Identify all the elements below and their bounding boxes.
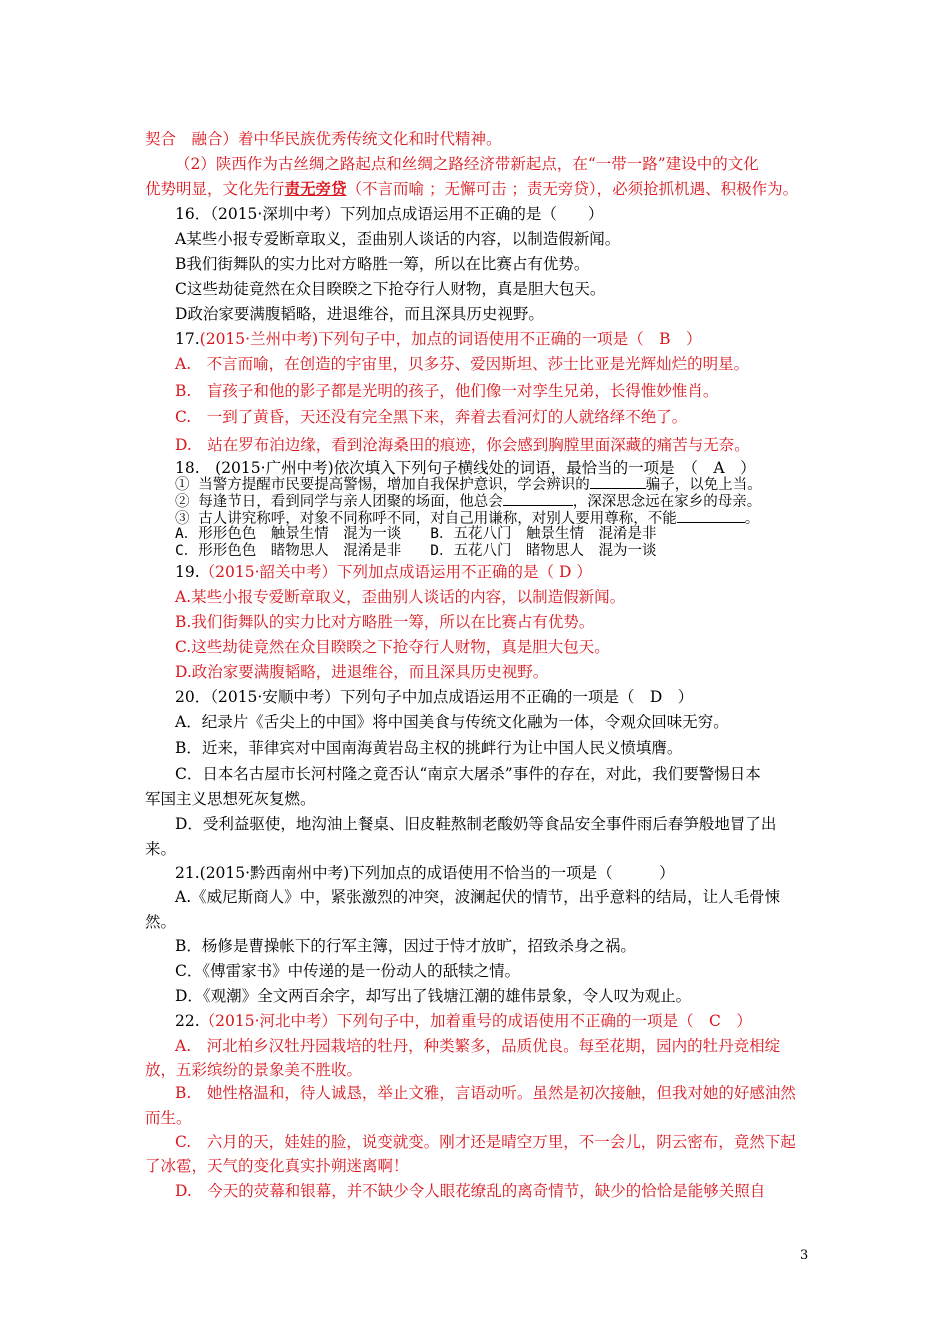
question-22-stem (175, 1010, 752, 1032)
text-span: 依次填入下列句子横线处的词语，最恰当的一项是 （ A ） (333, 459, 756, 477)
text-span: （不言而喻 ；无懈可击 ；责无旁贷），必须抢抓机遇、积极作为。 (346, 180, 799, 198)
question-20-stem: 20．（2015·安顺中考）下列句子中加点成语运用不正确的一项是（ D ） (175, 688, 694, 706)
text-span: 优势明显，文化先行 (145, 180, 285, 198)
question-16-stem: 16．（2015·深圳中考）下列加点成语运用不正确的是（ ） (175, 205, 604, 223)
question-20-option-d-cont: 来。 (145, 840, 177, 858)
question-17-stem (175, 328, 702, 350)
question-17-option-d: D. 站在罗布泊边缘，看到沧海桑田的痕迹，你会感到胸膛里面深藏的痛苦与无奈。 (175, 436, 750, 454)
page-number: 3 (800, 1248, 809, 1263)
question-22-option-a: A. 河北柏乡汉牡丹园栽培的牡丹，种类繁多，品质优良。每至花期，园内的牡丹竞相绽 (175, 1037, 781, 1055)
question-17-option-a: A. 不言而喻，在创造的宇宙里，贝多芬、爱因斯坦、莎士比亚是光辉灿烂的明星。 (175, 355, 750, 373)
question-21-option-c: C．《傅雷家书》中传递的是一份动人的舐犊之情。 (175, 962, 521, 980)
answer-underlined: 责无旁贷 (284, 179, 347, 198)
question-19-option-b: B.我们街舞队的实力比对方略胜一筹，所以在比赛占有优势。 (175, 613, 595, 631)
text-span: 下列句子中，加着重号的成语使用不正确的一项是（ C ） (337, 1012, 752, 1030)
text-span: 22. (175, 1012, 200, 1030)
text-span: 17. (175, 330, 200, 348)
text-span: ② 每逢节日，看到同学与亲人团聚的场面，他总会 (175, 494, 503, 510)
question-21-stem: 21.(2015·黔西南州中考)下列加点的成语使用不恰当的一项是（ ） (175, 864, 675, 882)
source-tag: （2015·河北中考） (199, 1012, 338, 1030)
question-21-option-d: D．《观潮》全文两百余字，却写出了钱塘江潮的雄伟景象，令人叹为观止。 (175, 987, 692, 1005)
question-20-option-d: D．受利益驱使，地沟油上餐桌、旧皮鞋熬制老酸奶等食品安全事件雨后春笋般地冒了出 (175, 815, 777, 833)
text-span: 18. (2015·广州中考) (175, 459, 334, 477)
question-16-option-a: A某些小报专爱断章取义，歪曲别人谈话的内容，以制造假新闻。 (175, 230, 621, 248)
question-22-option-a-cont: 放，五彩缤纷的景象美不胜收。 (145, 1061, 363, 1079)
question-21-option-a: A.《威尼斯商人》中，紧张激烈的冲突，波澜起伏的情节，出乎意料的结局，让人毛骨悚 (175, 888, 781, 906)
question-19-option-c: C.这些劫徒竟然在众目睽睽之下抢夺行人财物，真是胆大包天。 (175, 638, 610, 656)
question-22-option-b-cont: 而生。 (145, 1109, 192, 1127)
answer-blank (677, 508, 745, 523)
question-22-option-c-cont: 了冰雹，天气的变化真实扑朔迷离啊！ (145, 1157, 409, 1175)
question-20-option-a: A．纪录片《舌尖上的中国》将中国美食与传统文化融为一体，令观众回味无穷。 (175, 713, 729, 731)
source-tag: (2015·兰州中考) (199, 330, 319, 348)
question-17-option-b: B. 盲孩子和他的影子都是光明的孩子，他们像一对孪生兄弟，长得惟妙惟肖。 (175, 382, 719, 400)
question-21-option-b: B．杨修是曹操帐下的行军主簿，因过于恃才放旷，招致杀身之祸。 (175, 937, 636, 955)
question-17-option-c: C. 一到了黄昏，天还没有完全黑下来，奔着去看河灯的人就络绎不绝了。 (175, 408, 688, 426)
question-18-options-ab: A．形形色色 触景生情 混为一谈 B．五花八门 触景生情 混淆是非 (175, 526, 657, 542)
text-span: ① 当警方提醒市民要提高警惕，增加自我保护意识，学会辨识的 (175, 477, 590, 493)
question-22-option-d: D. 今天的荧幕和银幕，并不缺少令人眼花缭乱的离奇情节，缺少的恰恰是能够关照自 (175, 1182, 766, 1200)
text-span: 下列加点成语运用不正确的是（ D ） (337, 563, 592, 581)
text-line (145, 178, 798, 200)
text-line: （2）陕西作为古丝绸之路起点和丝绸之路经济带新起点，在“一带一路”建设中的文化 (175, 155, 759, 173)
source-tag: （2015·韶关中考） (199, 563, 338, 581)
question-16-option-c: C这些劫徒竟然在众目睽睽之下抢夺行人财物，真是胆大包天。 (175, 280, 606, 298)
text-span: ，深深思念远在家乡的母亲。 (572, 494, 762, 510)
question-22-option-b: B. 她性格温和，待人诚恳，举止文雅，言语动听。虽然是初次接触，但我对她的好感油然 (175, 1084, 796, 1102)
answer-blank (503, 491, 573, 506)
question-19-stem (175, 561, 592, 583)
text-span: 下列句子中，加点的词语使用不正确的一项是（ B ） (318, 330, 702, 348)
question-18-options-cd: C．形形色色 睹物思人 混淆是非 D．五花八门 睹物思人 混为一谈 (175, 543, 657, 559)
text-span: ③ 古人讲究称呼，对象不同称呼不同，对自己用谦称，对别人要用尊称，不能 (175, 511, 677, 527)
question-16-option-b: B我们街舞队的实力比对方略胜一筹，所以在比赛占有优势。 (175, 255, 590, 273)
text-span: 骗子，以免上当。 (645, 477, 762, 493)
answer-blank (590, 474, 646, 489)
text-span: 。 (744, 511, 760, 527)
question-20-option-b: B．近来，菲律宾对中国南海黄岩岛主权的挑衅行为让中国人民义愤填膺。 (175, 739, 683, 757)
text-line: 契合 融合）着中华民族优秀传统文化和时代精神。 (145, 130, 502, 148)
question-21-option-a-cont: 然。 (145, 913, 177, 931)
text-span: 19. (175, 563, 200, 581)
question-19-option-d: D.政治家要满腹韬略，进退维谷，而且深具历史视野。 (175, 663, 549, 681)
question-20-option-c-cont: 军国主义思想死灰复燃。 (145, 790, 316, 808)
question-20-option-c: C．日本名古屋市长河村隆之竟否认“南京大屠杀”事件的存在，对此，我们要警惕日本 (175, 765, 761, 783)
question-16-option-d: D政治家要满腹韬略，进退维谷，而且深具历史视野。 (175, 305, 544, 323)
question-22-option-c: C. 六月的天，娃娃的脸，说变就变。刚才还是晴空万里，不一会儿，阴云密布，竟然下起 (175, 1133, 796, 1151)
question-19-option-a: A.某些小报专爱断章取义，歪曲别人谈话的内容，以制造假新闻。 (175, 588, 626, 606)
